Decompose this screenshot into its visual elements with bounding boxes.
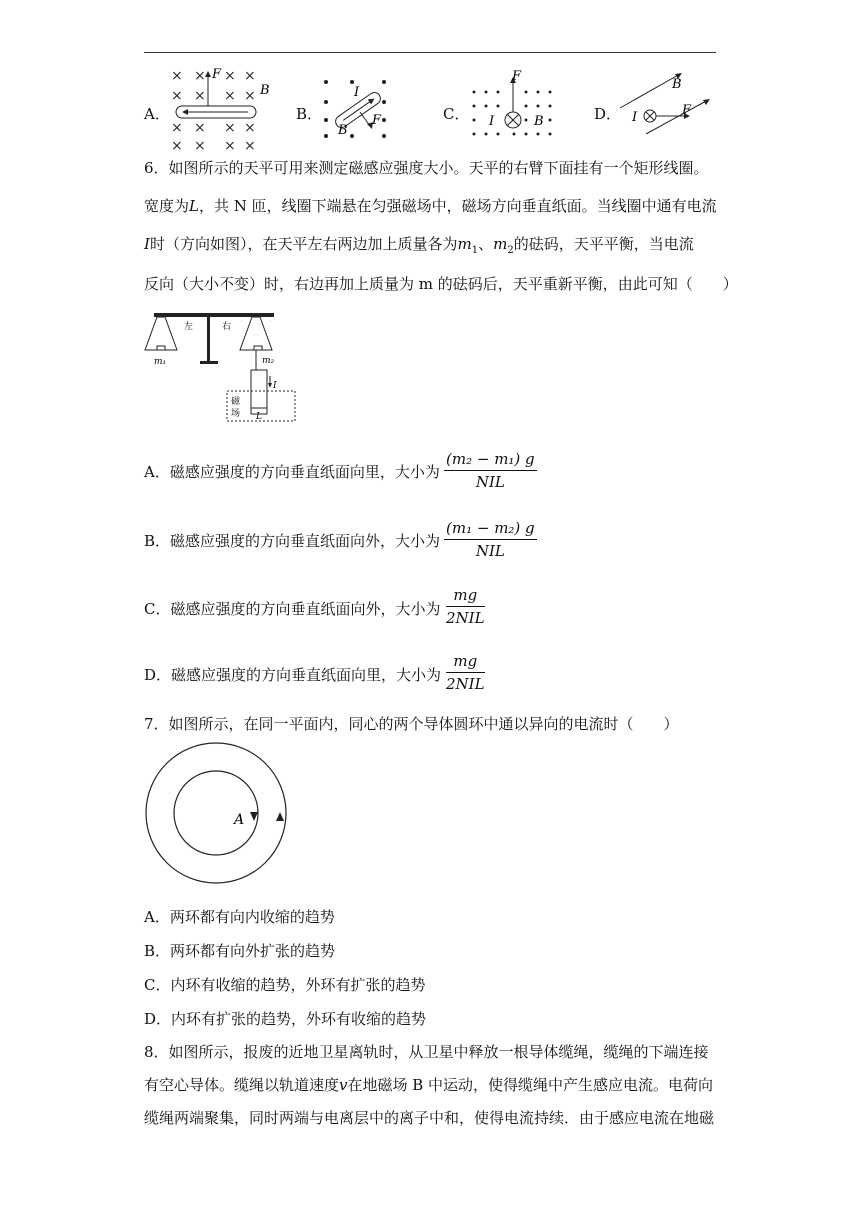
q5-option-c-label: C． bbox=[443, 105, 470, 123]
q6-stem-line-1: 6．如图所示的天平可用来测定磁感应强度大小。天平的右臂下面挂有一个矩形线圈。 bbox=[144, 159, 709, 177]
q6-option-b[interactable]: B．磁感应强度的方向垂直纸面向外，大小为 bbox=[144, 532, 441, 550]
q6-fig-current: I bbox=[273, 381, 277, 391]
svg-text:×: × bbox=[194, 120, 206, 136]
q5-c-current-label: I bbox=[489, 114, 495, 129]
q6-fig-field-2: 场 bbox=[231, 409, 241, 419]
q5-c-field-label: B bbox=[534, 114, 544, 129]
q5-option-d-figure bbox=[612, 66, 718, 144]
q6-option-d-formula: mg 2NIL bbox=[446, 652, 485, 693]
q5-c-force-label: F bbox=[512, 69, 522, 84]
q5-d-force-label: F bbox=[682, 103, 692, 118]
q8-stem-line-3: 缆绳两端聚集，同时两端与电离层中的离子中和，使得电流持续．由于感应电流在地磁 bbox=[144, 1109, 715, 1127]
q6-option-d[interactable]: D．磁感应强度的方向垂直纸面向里，大小为 bbox=[144, 666, 442, 684]
q6-option-a[interactable]: A．磁感应强度的方向垂直纸面向里，大小为 bbox=[144, 463, 440, 481]
q5-option-a-figure bbox=[168, 64, 268, 154]
q7-rings-figure bbox=[144, 738, 294, 888]
q7-option-b[interactable]: B．两环都有向外扩张的趋势 bbox=[144, 942, 336, 960]
svg-text:×: × bbox=[171, 88, 183, 104]
q5-option-a-label: A． bbox=[144, 105, 170, 123]
svg-text:×: × bbox=[224, 138, 236, 154]
svg-text:×: × bbox=[244, 68, 256, 84]
q5-option-b-label: B． bbox=[296, 105, 323, 123]
q8-stem-line-1: 8．如图所示，报废的近地卫星离轨时，从卫星中释放一根导体缆绳，缆绳的下端连接 bbox=[144, 1043, 709, 1061]
q5-a-force-label: F bbox=[212, 67, 222, 82]
svg-text:×: × bbox=[194, 68, 206, 84]
inner-ring bbox=[174, 771, 258, 855]
outer-ring bbox=[146, 743, 286, 883]
q6-option-c[interactable]: C．磁感应强度的方向垂直纸面向外，大小为 bbox=[144, 600, 441, 618]
svg-text:×: × bbox=[171, 120, 183, 136]
q5-a-field-label: B bbox=[260, 83, 270, 98]
q5-d-current-label: I bbox=[632, 110, 638, 125]
q7-stem: 7．如图所示，在同一平面内，同心的两个导体圆环中通以异向的电流时（ ） bbox=[144, 715, 679, 733]
q5-option-b-figure bbox=[318, 72, 398, 144]
q6-fig-m1: m₁ bbox=[154, 357, 167, 367]
q6-fig-left: 左 bbox=[184, 322, 194, 332]
svg-text:×: × bbox=[171, 138, 183, 154]
q5-option-c-figure bbox=[466, 66, 562, 148]
q7-number: 7． bbox=[144, 715, 169, 733]
q6-option-a-formula: (m₂ − m₁) g NIL bbox=[446, 450, 535, 491]
outer-current-arrow bbox=[276, 812, 284, 821]
q6-option-c-formula: mg 2NIL bbox=[446, 586, 485, 627]
svg-text:×: × bbox=[194, 88, 206, 104]
q6-stem-line-2: 宽度为L，共 N 匝，线圈下端悬在匀强磁场中，磁场方向垂直纸面。当线圈中通有电流 bbox=[144, 197, 717, 215]
svg-text:×: × bbox=[224, 68, 236, 84]
q7-option-d[interactable]: D．内环有扩张的趋势，外环有收缩的趋势 bbox=[144, 1010, 427, 1028]
svg-text:×: × bbox=[224, 88, 236, 104]
q5-b-field-label: B bbox=[338, 123, 348, 138]
svg-text:×: × bbox=[244, 88, 256, 104]
q6-fig-right: 右 bbox=[222, 322, 232, 332]
header-rule bbox=[144, 52, 716, 53]
inner-current-arrow bbox=[250, 812, 258, 821]
q6-option-b-formula: (m₁ − m₂) g NIL bbox=[446, 519, 535, 560]
svg-text:×: × bbox=[244, 138, 256, 154]
q6-stem-line-4: 反向（大小不变）时，右边再加上质量为 m 的砝码后，天平重新平衡，由此可知（ ） bbox=[144, 275, 738, 293]
q6-number: 6． bbox=[144, 159, 169, 177]
q7-fig-label: A bbox=[234, 812, 245, 828]
q8-number: 8． bbox=[144, 1043, 169, 1061]
q5-d-field-label: B bbox=[672, 77, 682, 92]
q6-balance-figure bbox=[142, 308, 312, 426]
q6-fig-m2: m₂ bbox=[262, 356, 275, 366]
q8-stem-line-2: 有空心导体。缆绳以轨道速度v在地磁场 B 中运动，使得缆绳中产生感应电流。电荷向 bbox=[144, 1076, 714, 1094]
svg-text:×: × bbox=[171, 68, 183, 84]
svg-text:×: × bbox=[224, 120, 236, 136]
q5-b-current-label: I bbox=[354, 85, 360, 100]
q5-option-d-label: D． bbox=[594, 105, 622, 123]
svg-text:×: × bbox=[244, 120, 256, 136]
q5-b-force-label: F bbox=[372, 113, 382, 128]
q6-stem-line-3: I时（方向如图），在天平左右两边加上质量各为$m_1$、$m_2$的砝码，天平平衡，当电流 bbox=[144, 235, 694, 256]
q6-fig-field-1: 磁 bbox=[231, 397, 241, 407]
q6-fig-width: L bbox=[256, 412, 262, 422]
svg-text:×: × bbox=[194, 138, 206, 154]
q7-option-a[interactable]: A．两环都有向内收缩的趋势 bbox=[144, 908, 335, 926]
q7-option-c[interactable]: C．内环有收缩的趋势，外环有扩张的趋势 bbox=[144, 976, 426, 994]
